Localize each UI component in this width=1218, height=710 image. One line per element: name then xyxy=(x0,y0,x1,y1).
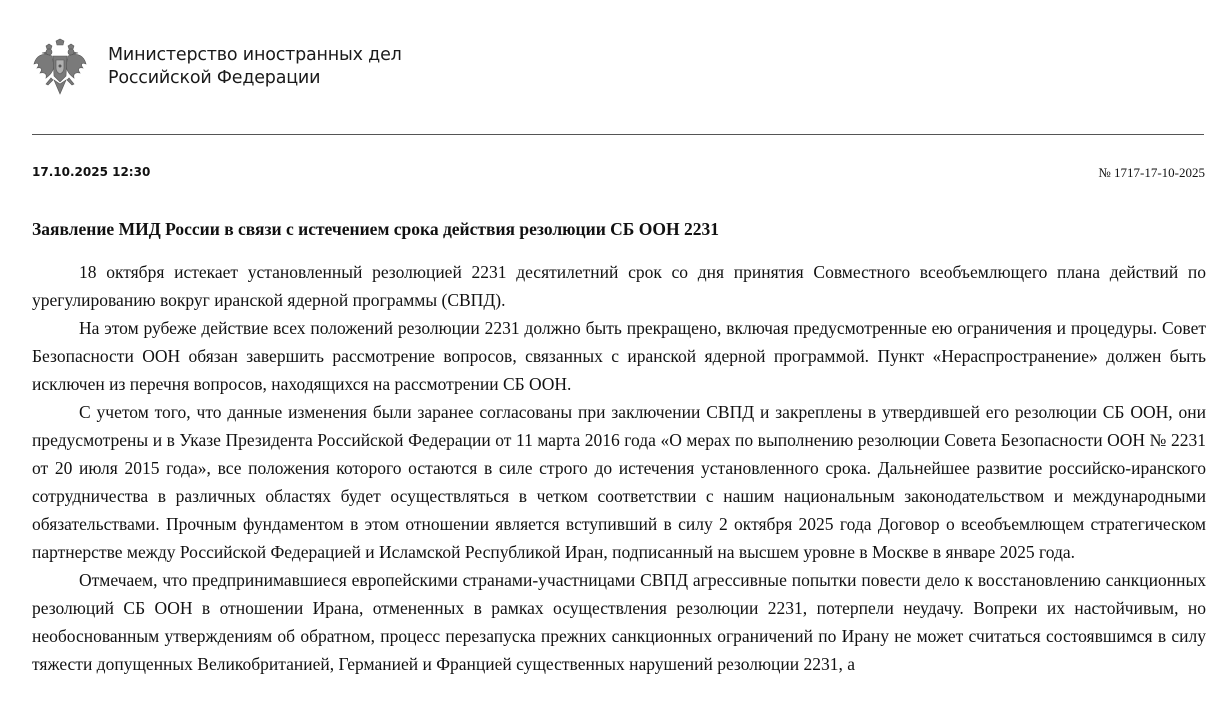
paragraph-1: 18 октября истекает установленный резолюцией 2231 десятилетний срок со дня принятия Совместного всеобъемлющего плана действий по урегулированию вокруг иранской ядерной программы (СВПД). xyxy=(32,262,1206,310)
ministry-name xyxy=(108,44,402,90)
paragraph-4: Отмечаем, что предпринимавшиеся европейскими странами-участницами СВПД агрессивные попытки повести дело к восстановлению санкционных резолюций СБ ООН в отношении Ирана, отмененных в рамках осуществления резолюции 2231, потерпели неудачу. Вопреки их настойчивым, но необоснованным утверждениям об обратном, процесс перезапуска прежних санкционных ограничений по Ирану не может считаться состоявшимся в силу тяжести допущенных Великобританией, Германией и Францией существенных нарушений резолюции 2231, а xyxy=(32,570,1206,674)
paragraph-3: С учетом того, что данные изменения были заранее согласованы при заключении СВПД и закреплены в утвердившей его резолюции СБ ООН, они предусмотрены и в Указе Президента Российской Федерации от 11 марта 2016 года «О мерах по выполнению резолюции Совета Безопасности ООН № 2231 от 20 июля 2015 года», все положения которого остаются в силе строго до истечения установленного срока. Дальнейшее развитие российско-иранского сотрудничества в различных областях будет осуществляться в четком соответствии с нашим национальным законодательством и международными обязательствами. Прочным фундаментом в этом отношении является вступивший в силу 2 октября 2025 года Договор о всеобъемлющем стратегическом партнерстве между Российской Федерацией и Исламской Республикой Иран, подписанный на высшем уровне в Москве в январе 2025 года. xyxy=(32,402,1206,562)
ministry-name-line1: Министерство иностранных дел xyxy=(108,45,402,65)
header-divider xyxy=(32,134,1204,135)
double-headed-eagle-icon xyxy=(32,38,88,96)
document-body xyxy=(32,258,1206,678)
page-header xyxy=(32,38,402,96)
paragraph-2: На этом рубеже действие всех положений резолюции 2231 должно быть прекращено, включая предусмотренные ею ограничения и процедуры. Совет Безопасности ООН обязан завершить рассмотрение вопросов, связанных с иранской ядерной программой. Пункт «Нераспространение» должен быть исключен из перечня вопросов, находящихся на рассмотрении СБ ООН. xyxy=(32,318,1206,394)
publication-date: 17.10.2025 12:30 xyxy=(32,165,151,179)
ministry-name-line2: Российской Федерации xyxy=(108,68,321,88)
document-title: Заявление МИД России в связи с истечением срока действия резолюции СБ ООН 2231 xyxy=(32,219,719,239)
document-number: № 1717-17-10-2025 xyxy=(1098,165,1205,180)
